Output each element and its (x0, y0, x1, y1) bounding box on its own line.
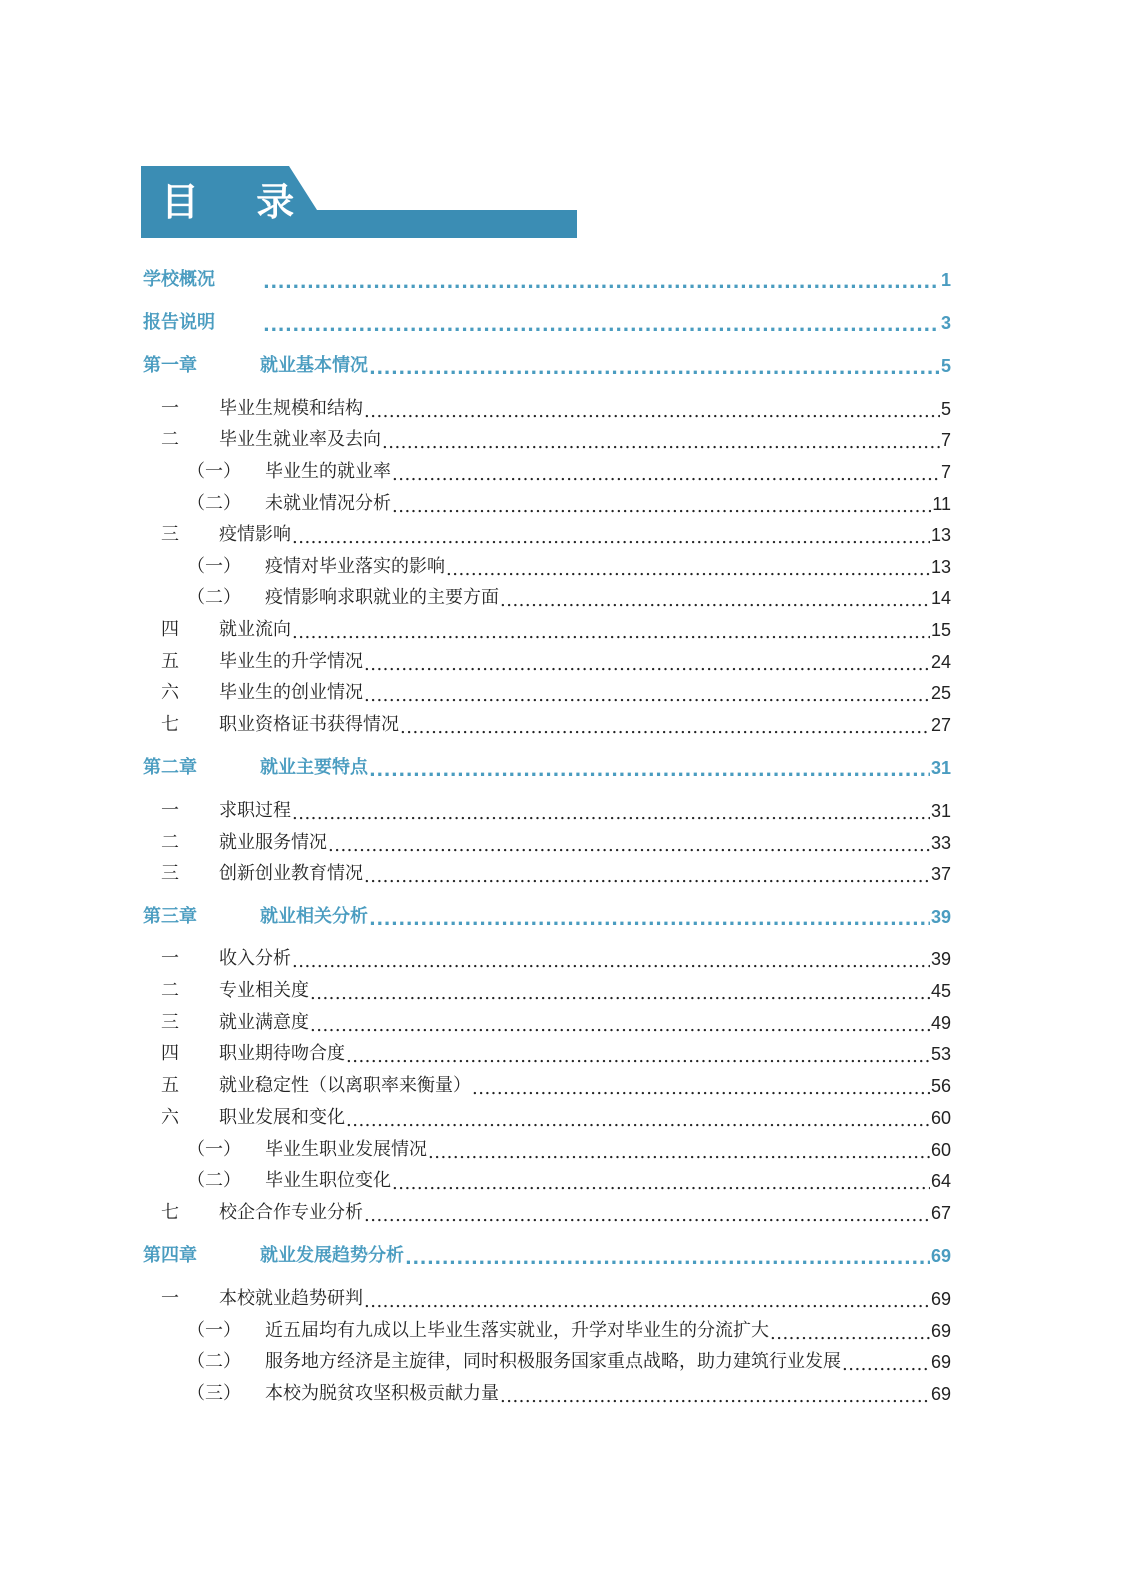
toc-entry[interactable] (143, 647, 951, 673)
toc-entry[interactable] (143, 1347, 951, 1373)
toc-entry-title: 疫情影响 (219, 524, 291, 545)
dot-leader (446, 560, 930, 578)
toc-entry-title: 就业稳定性（以离职率来衡量） (219, 1075, 471, 1096)
toc-entry-number: 一 (161, 800, 179, 821)
toc-entry-title: 就业流向 (219, 619, 291, 640)
toc-entry[interactable] (143, 859, 951, 885)
toc-entry-title: 职业期待吻合度 (219, 1043, 345, 1064)
toc-entry-page-number: 15 (930, 620, 951, 640)
toc-entry[interactable] (143, 1039, 951, 1065)
toc-entry-title: 近五届均有九成以上毕业生落实就业，升学对毕业生的分流扩大 (265, 1320, 769, 1341)
dot-leader (364, 686, 930, 704)
toc-entry[interactable] (143, 351, 951, 377)
dot-leader (472, 1079, 930, 1097)
dot-leader (292, 952, 930, 970)
toc-entry-number: 第三章 (143, 906, 197, 927)
toc-entry[interactable] (143, 1241, 951, 1267)
toc-entry-page-number: 67 (930, 1203, 951, 1223)
dot-leader (392, 1174, 930, 1192)
toc-entry-title: 本校为脱贫攻坚积极贡献力量 (265, 1383, 499, 1404)
toc-entry-title: 就业主要特点 (260, 757, 368, 778)
toc-entry[interactable] (143, 308, 951, 334)
toc-entry[interactable] (143, 710, 951, 736)
toc-entry[interactable] (143, 1198, 951, 1224)
toc-entry-number: 第四章 (143, 1245, 197, 1266)
toc-entry-number: 七 (161, 1202, 179, 1223)
toc-entry-page-number: 69 (930, 1384, 951, 1404)
toc-entry-number: 二 (161, 832, 179, 853)
dot-leader (364, 1206, 930, 1224)
toc-entry-page-number: 39 (930, 907, 951, 927)
toc-entry[interactable] (143, 828, 951, 854)
toc-entry-number: 三 (161, 524, 179, 545)
toc-entry-number: （一） (187, 461, 241, 482)
toc-entry-page-number: 69 (930, 1246, 951, 1266)
dot-leader (500, 591, 930, 609)
toc-entry-number: 一 (161, 948, 179, 969)
toc-entry-page-number: 37 (930, 864, 951, 884)
toc-entry-number: （三） (187, 1383, 241, 1404)
toc-entry-number: 一 (161, 398, 179, 419)
toc-entry[interactable] (143, 615, 951, 641)
toc-entry-page-number: 27 (930, 715, 951, 735)
toc-entry-number: 第一章 (143, 355, 197, 376)
toc-entry-title: 毕业生职业发展情况 (265, 1139, 427, 1160)
toc-entry-title: 本校就业趋势研判 (219, 1288, 363, 1309)
toc-entry-title: 职业资格证书获得情况 (219, 714, 399, 735)
toc-entry-number: 三 (161, 863, 179, 884)
toc-entry-page-number: 60 (930, 1140, 951, 1160)
toc-entry[interactable] (143, 976, 951, 1002)
toc-entry[interactable] (143, 944, 951, 970)
toc-entry-title: 创新创业教育情况 (219, 863, 363, 884)
toc-entry[interactable] (143, 1166, 951, 1192)
toc-entry-number: （一） (187, 556, 241, 577)
toc-entry-number: （一） (187, 1139, 241, 1160)
dot-leader (392, 497, 931, 515)
toc-entry-title: 毕业生就业率及去向 (219, 429, 381, 450)
toc-entry-page-number: 7 (940, 462, 951, 482)
toc-entry-page-number: 14 (930, 588, 951, 608)
dot-leader (364, 867, 930, 885)
toc-entry[interactable] (143, 1135, 951, 1161)
page-title: 目 录 (161, 180, 317, 224)
toc-entry-number: （二） (187, 1351, 241, 1372)
toc-entry-title: 毕业生的创业情况 (219, 682, 363, 703)
toc-entry-page-number: 24 (930, 652, 951, 672)
toc-entry-number: 五 (161, 651, 179, 672)
toc-header-banner (141, 166, 577, 238)
toc-entry-number: 二 (161, 980, 179, 1001)
toc-entry-number: 六 (161, 1107, 179, 1128)
toc-entry[interactable] (143, 394, 951, 420)
dot-leader (842, 1355, 930, 1373)
toc-entry-page-number: 64 (930, 1171, 951, 1191)
toc-entry-title: 校企合作专业分析 (219, 1202, 363, 1223)
toc-entry-title: 疫情影响求职就业的主要方面 (265, 587, 499, 608)
toc-entry-title: 就业服务情况 (219, 832, 327, 853)
toc-entry[interactable] (143, 1071, 951, 1097)
dot-leader (369, 761, 930, 779)
toc-entry[interactable] (143, 457, 951, 483)
toc-entry-page-number: 56 (930, 1076, 951, 1096)
dot-leader (400, 718, 930, 736)
toc-entry-page-number: 13 (930, 525, 951, 545)
dot-leader (263, 273, 940, 291)
toc-entry[interactable] (143, 902, 951, 928)
dot-leader (364, 655, 930, 673)
dot-leader (310, 984, 930, 1002)
toc-entry-page-number: 13 (930, 557, 951, 577)
toc-entry-title: 学校概况 (143, 269, 215, 290)
toc-entry[interactable] (143, 489, 951, 515)
dot-leader (382, 433, 940, 451)
toc-entry-number: （一） (187, 1320, 241, 1341)
toc-entry-title: 报告说明 (143, 312, 215, 333)
dot-leader (405, 1249, 930, 1267)
dot-leader (770, 1324, 930, 1342)
toc-entry-number: 四 (161, 619, 179, 640)
toc-entry-page-number: 31 (930, 758, 951, 778)
toc-entry-number: 二 (161, 429, 179, 450)
dot-leader (263, 316, 940, 334)
dot-leader (346, 1047, 930, 1065)
toc-entry[interactable] (143, 753, 951, 779)
dot-leader (292, 804, 930, 822)
toc-entry-title: 职业发展和变化 (219, 1107, 345, 1128)
dot-leader (369, 359, 940, 377)
toc-entry-number: （二） (187, 587, 241, 608)
toc-entry-title: 就业基本情况 (260, 355, 368, 376)
toc-entry-title: 专业相关度 (219, 980, 309, 1001)
toc-entry-page-number: 25 (930, 683, 951, 703)
toc-entry[interactable] (143, 1379, 951, 1405)
toc-entry[interactable] (143, 1103, 951, 1129)
toc-entry-title: 毕业生规模和结构 (219, 398, 363, 419)
dot-leader (364, 402, 940, 420)
toc-entry-page-number: 11 (932, 494, 951, 514)
toc-entry-number: 五 (161, 1075, 179, 1096)
dot-leader (369, 910, 930, 928)
toc-entry-title: 疫情对毕业落实的影响 (265, 556, 445, 577)
toc-entry-page-number: 49 (930, 1013, 951, 1033)
toc-entry-page-number: 31 (930, 801, 951, 821)
toc-entry-title: 收入分析 (219, 948, 291, 969)
toc-entry[interactable] (143, 552, 951, 578)
toc-entry-title: 求职过程 (219, 800, 291, 821)
toc-entry-page-number: 69 (930, 1352, 951, 1372)
toc-entry[interactable] (143, 583, 951, 609)
toc-entry[interactable] (143, 678, 951, 704)
dot-leader (364, 1292, 930, 1310)
dot-leader (392, 465, 940, 483)
toc-entry-title: 就业相关分析 (260, 906, 368, 927)
toc-entry[interactable] (143, 1284, 951, 1310)
toc-entry[interactable] (143, 520, 951, 546)
dot-leader (328, 836, 930, 854)
toc-entry-number: （二） (187, 1170, 241, 1191)
toc-entry[interactable] (143, 1008, 951, 1034)
toc-entry-title: 未就业情况分析 (265, 493, 391, 514)
toc-entry[interactable] (143, 796, 951, 822)
toc-entry-title: 就业发展趋势分析 (260, 1245, 404, 1266)
toc-entry-title: 毕业生的升学情况 (219, 651, 363, 672)
dot-leader (428, 1143, 930, 1161)
toc-entry-number: 一 (161, 1288, 179, 1309)
toc-entry-page-number: 3 (940, 313, 951, 333)
toc-entry-title: 毕业生职位变化 (265, 1170, 391, 1191)
toc-entry-page-number: 60 (930, 1108, 951, 1128)
toc-entry-page-number: 33 (930, 833, 951, 853)
toc-entry[interactable] (143, 1316, 951, 1342)
toc-entry-page-number: 1 (940, 270, 951, 290)
toc-entry-page-number: 69 (930, 1289, 951, 1309)
toc-entry-title: 就业满意度 (219, 1012, 309, 1033)
toc-entry-number: 六 (161, 682, 179, 703)
toc-entry-page-number: 7 (940, 430, 951, 450)
toc-entry[interactable] (143, 265, 951, 291)
toc-entry-page-number: 53 (930, 1044, 951, 1064)
toc-entry-number: 三 (161, 1012, 179, 1033)
toc-entry[interactable] (143, 425, 951, 451)
toc-entry-number: 七 (161, 714, 179, 735)
toc-entry-title: 毕业生的就业率 (265, 461, 391, 482)
dot-leader (292, 528, 930, 546)
toc-entry-number: 第二章 (143, 757, 197, 778)
dot-leader (310, 1016, 930, 1034)
toc-entry-page-number: 5 (940, 356, 951, 376)
toc-entry-number: 四 (161, 1043, 179, 1064)
toc-entry-page-number: 69 (930, 1321, 951, 1341)
toc-entry-title: 服务地方经济是主旋律，同时积极服务国家重点战略，助力建筑行业发展 (265, 1351, 841, 1372)
dot-leader (346, 1111, 930, 1129)
toc-entry-page-number: 45 (930, 981, 951, 1001)
toc-entry-number: （二） (187, 493, 241, 514)
dot-leader (292, 623, 930, 641)
dot-leader (500, 1387, 930, 1405)
toc-entry-page-number: 39 (930, 949, 951, 969)
toc-entry-page-number: 5 (940, 399, 951, 419)
